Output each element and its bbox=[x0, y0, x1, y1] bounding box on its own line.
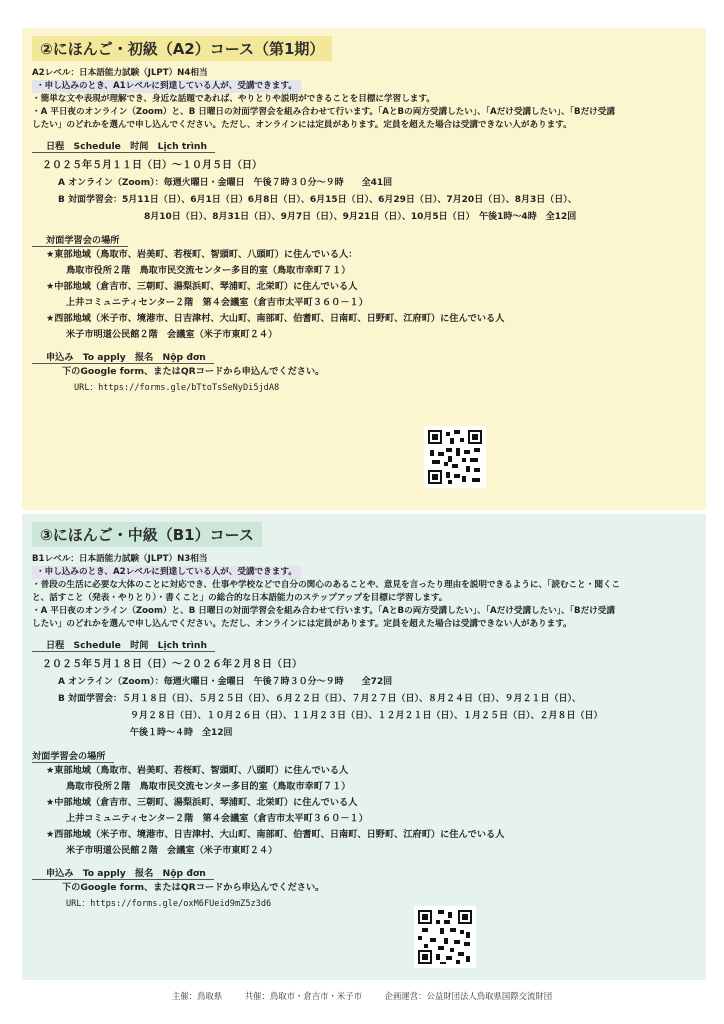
b1-level: B1レベル：日本語能力試験（JLPT）N3相当 bbox=[32, 554, 208, 564]
b1-url[interactable]: URL：https://forms.gle/oxM6FUeid9mZ5z3d6 bbox=[66, 899, 272, 909]
a2-west-venue: 米子市明道公民館２階 会議室（米子市東町２４） bbox=[66, 329, 278, 340]
b1-schedule-label: 日程 Schedule 时间 Lịch trình bbox=[32, 637, 215, 652]
b1-format-line2: したい」のどれかを選んで申し込んでください。ただし、オンラインには定員があります。定員を超えた場合は受講できない人があります。 bbox=[32, 619, 572, 629]
a2-apply-text: 下のGoogle form、またはQRコードから申込んでください。 bbox=[62, 366, 325, 377]
b1-goal-line1: ・普段の生活に必要な大体のことに対応でき、仕事や学校などで自分の関心のあることや、意見を言ったり理由を説明できるように、「読むこと・聞くこ bbox=[32, 580, 621, 590]
b1-requirement: ・申し込みのとき、A2レベルに到達している人が、受講できます。 bbox=[32, 566, 301, 579]
a2-east-venue: 鳥取市役所２階 鳥取市民交流センター多目的室（鳥取市幸町７１） bbox=[66, 265, 351, 276]
b1-west-venue: 米子市明道公民館２階 会議室（米子市東町２４） bbox=[66, 845, 278, 856]
b1-west: ★西部地域（米子市、境港市、日吉津村、大山町、南部町、伯耆町、日南町、日野町、江府町）に住んでいる人 bbox=[46, 829, 505, 840]
a2-venue-label: 対面学習会の場所 bbox=[32, 232, 128, 247]
b1-east: ★東部地域（鳥取市、岩美町、若桜町、智頭町、八頭町）に住んでいる人 bbox=[46, 765, 349, 776]
a2-online: A オンライン（Zoom）：毎週火曜日・金曜日 午後７時３０分～９時 全41回 bbox=[58, 178, 393, 188]
course-b1-title: ③にほんご・中級（B1）コース bbox=[32, 522, 262, 547]
b1-apply-text: 下のGoogle form、またはQRコードから申込んでください。 bbox=[62, 882, 325, 893]
a2-url[interactable]: URL：https://forms.gle/bTtoTsSeNyDi5jdA8 bbox=[74, 383, 280, 393]
b1-apply-label: 申込み To apply 报名 Nộp đơn bbox=[32, 865, 214, 880]
footer-operator: 企画運営：公益財団法人鳥取県国際交流財団 bbox=[384, 991, 553, 1001]
a2-west: ★西部地域（米子市、境港市、日吉津村、大山町、南部町、伯耆町、日南町、日野町、江府町）に住んでいる人 bbox=[46, 313, 505, 324]
b1-venue-label: 対面学習会の場所 bbox=[32, 748, 114, 763]
a2-apply-label: 申込み To apply 报名 Nộp đơn bbox=[32, 349, 214, 364]
footer-host: 主催：鳥取県 bbox=[171, 991, 223, 1001]
b1-central-venue: 上井コミュニティセンター２階 第４会議室（倉吉市太平町３６０－１） bbox=[66, 813, 368, 824]
a2-level: A2レベル：日本語能力試験（JLPT）N4相当 bbox=[32, 68, 208, 78]
footer-cohost: 共催：鳥取市・倉吉市・米子市 bbox=[244, 991, 362, 1001]
a2-inperson-line2: 8月10日（日）、8月31日（日）、9月7日（日）、9月21日（日）、10月5日（日） 午後1時～4時 全12回 bbox=[144, 212, 577, 222]
b1-inperson-line1: B 対面学習会：５月１８日（日）、５月２５日（日）、６月２２日（日）、７月２７日（日）、８月２４日（日）、９月２１日（日）、 bbox=[58, 694, 581, 704]
course-a2-section bbox=[22, 28, 706, 510]
a2-format-line2: したい」のどれかを選んで申し込んでください。ただし、オンラインには定員があります。定員を超えた場合は受講できない人があります。 bbox=[32, 120, 572, 130]
a2-schedule-label: 日程 Schedule 时间 Lịch trình bbox=[32, 138, 215, 153]
qr-code-icon[interactable] bbox=[414, 906, 476, 968]
qr-code-icon[interactable] bbox=[424, 426, 486, 488]
a2-goal: ・簡単な文や表現が理解でき、身近な話題であれば、やりとりや説明ができることを目標に学習します。 bbox=[32, 94, 435, 104]
a2-requirement: ・申し込みのとき、A1レベルに到達している人が、受講できます。 bbox=[32, 80, 301, 93]
course-b1-section bbox=[22, 514, 706, 980]
a2-east: ★東部地域（鳥取市、岩美町、若桜町、智頭町、八頭町）に住んでいる人： bbox=[46, 249, 358, 260]
a2-period: ２０２５年５月１１日（日）～１０月５日（日） bbox=[42, 160, 262, 171]
a2-inperson-line1: B 対面学習会：5月11日（日）、6月1日（日）6月8日（日）、6月15日（日）、6月29日（日）、7月20日（日）、8月3日（日）、 bbox=[58, 195, 577, 205]
a2-format-line1: ・A 平日夜のオンライン（Zoom）と、B 日曜日の対面学習会を組み合わせて行います。「AとBの両方受講したい」、「Aだけ受講したい」、「Bだけ受講 bbox=[32, 107, 615, 117]
b1-inperson-line3: 午後１時～４時 全12回 bbox=[130, 728, 233, 738]
footer bbox=[0, 990, 724, 1002]
b1-online: A オンライン（Zoom）：毎週火曜日・金曜日 午後７時３０分～９時 全72回 bbox=[58, 677, 393, 687]
b1-format-line1: ・A 平日夜のオンライン（Zoom）と、B 日曜日の対面学習会を組み合わせて行います。「AとBの両方受講したい」、「Aだけ受講したい」、「Bだけ受講 bbox=[32, 606, 615, 616]
b1-central: ★中部地域（倉吉市、三朝町、湯梨浜町、琴浦町、北栄町）に住んでいる人 bbox=[46, 797, 358, 808]
b1-east-venue: 鳥取市役所２階 鳥取市民交流センター多目的室（鳥取市幸町７１） bbox=[66, 781, 351, 792]
b1-period: ２０２５年５月１８日（日）～２０２６年２月８日（日） bbox=[42, 659, 302, 670]
a2-central-venue: 上井コミュニティセンター２階 第４会議室（倉吉市太平町３６０－１） bbox=[66, 297, 368, 308]
b1-goal-line2: と、話すこと（発表・やりとり）・書くこと」の総合的な日本語能力のステップアップを目標に学習します。 bbox=[32, 593, 448, 603]
course-a2-title: ②にほんご・初級（A2）コース（第1期） bbox=[32, 36, 332, 61]
a2-central: ★中部地域（倉吉市、三朝町、湯梨浜町、琴浦町、北栄町）に住んでいる人 bbox=[46, 281, 358, 292]
b1-inperson-line2: ９月２８日（日）、１０月２６日（日）、１１月２３日（日）、１２月２１日（日）、１月２５日（日）、２月８日（日） bbox=[130, 711, 603, 721]
